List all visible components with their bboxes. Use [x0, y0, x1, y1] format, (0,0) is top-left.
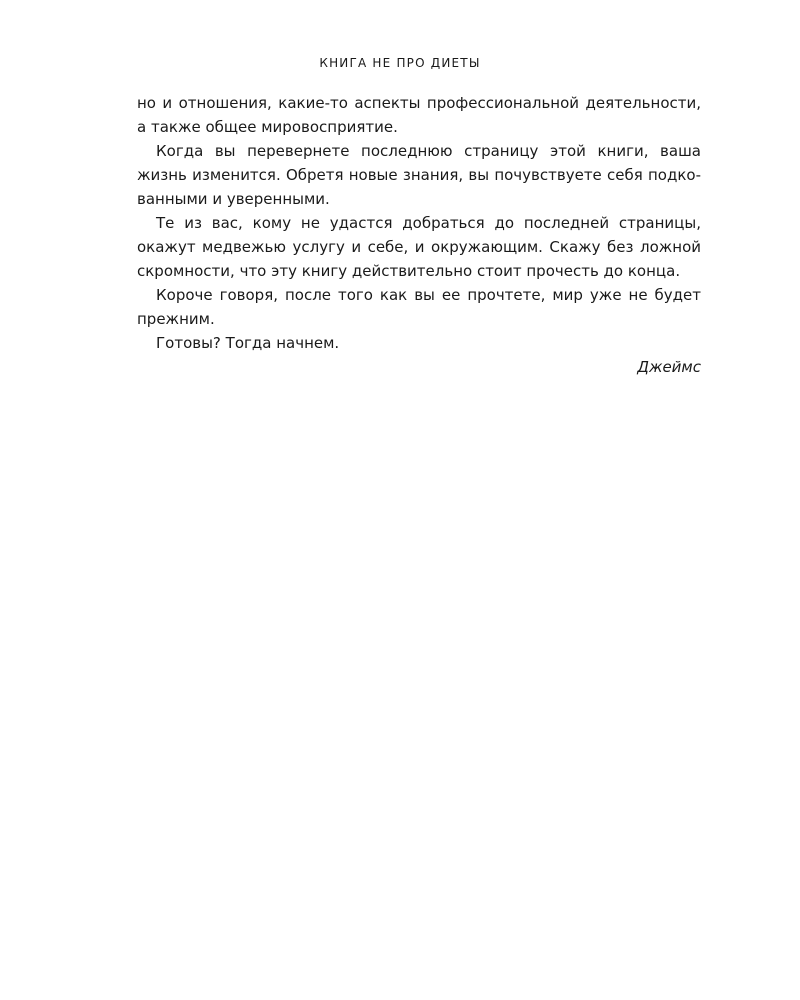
text-line: ванными и уверенными. — [137, 190, 330, 208]
text-line: прежним. — [137, 310, 215, 328]
text-line: Когда вы перевернете последнюю страницу этой книги, ваша — [156, 142, 701, 160]
text-line: а также общее мировосприятие. — [137, 118, 398, 136]
text-line: Готовы? Тогда начнем. — [156, 334, 340, 352]
author-signature: Джеймс — [637, 358, 701, 376]
body-text — [137, 91, 701, 379]
text-line: скромности, что эту книгу действительно стоит прочесть до конца. — [137, 262, 681, 280]
text-line: но и отношения, какие-то аспекты профессиональной деятельности, — [137, 94, 701, 112]
text-line: Короче говоря, после того как вы ее прочтете, мир уже не будет — [156, 286, 701, 304]
text-line: жизнь изменится. Обретя новые знания, вы почувствуете себя подко- — [137, 166, 701, 184]
text-line: окажут медвежью услугу и себе, и окружающим. Скажу без ложной — [137, 238, 701, 256]
running-title: КНИГА НЕ ПРО ДИЕТЫ — [319, 56, 481, 70]
text-line: Те из вас, кому не удастся добраться до последней страницы, — [156, 214, 701, 232]
